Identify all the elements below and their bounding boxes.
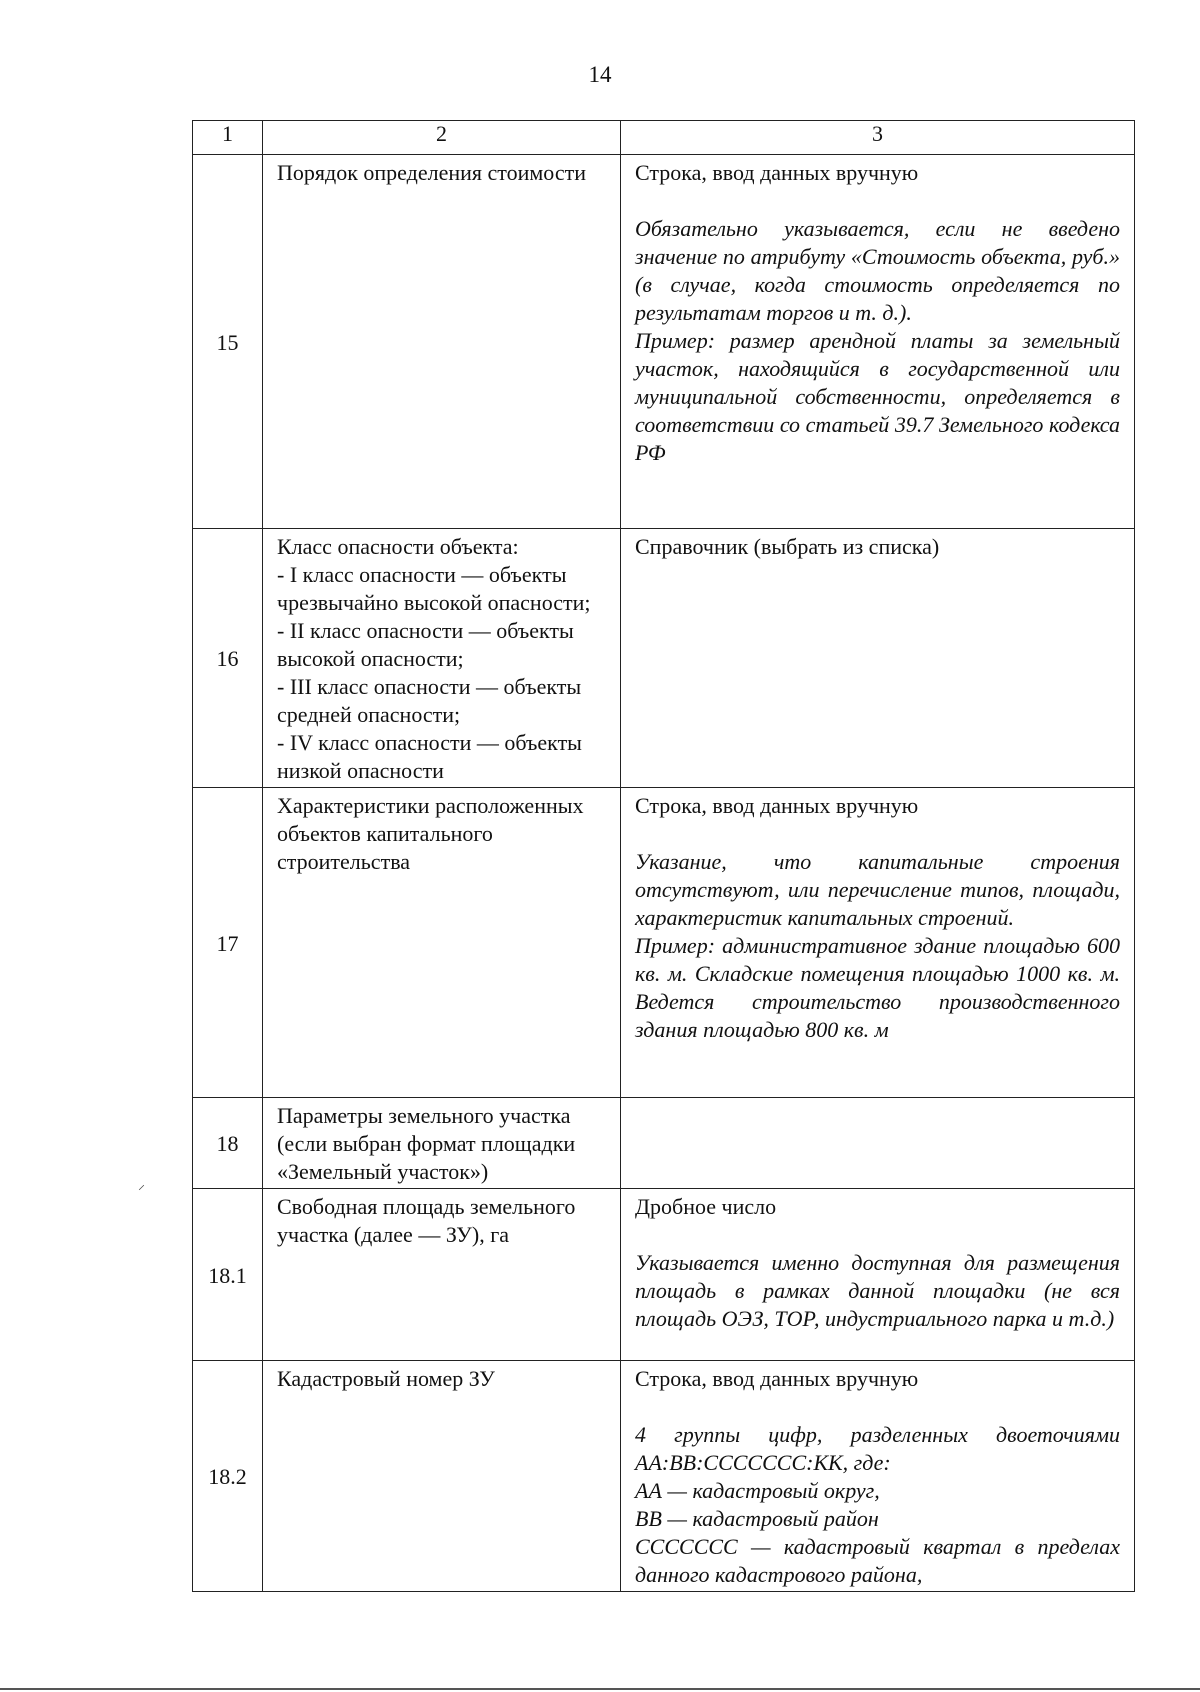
scan-mark: ⸝ <box>138 1178 145 1193</box>
attribute-name: Параметры земельного участка (если выбран формат площадки «Земельный участок») <box>277 1103 576 1184</box>
format-type: Строка, ввод данных вручную <box>635 793 919 818</box>
table-row <box>193 155 1135 529</box>
format-type: Строка, ввод данных вручную <box>635 160 919 185</box>
table-row <box>193 529 1135 788</box>
row-number: 18 <box>193 1098 263 1189</box>
attribute-cell <box>263 529 621 788</box>
attribute-name: Класс опасности объекта: - I класс опасности — объекты чрезвычайно высокой опасности; - II класс опасности — объекты высокой опасности; - III класс опасности — объекты средней опасности; - IV класс опасности — объекты низкой опасности <box>277 534 591 783</box>
row-number: 16 <box>193 529 263 788</box>
table-header-row <box>193 121 1135 155</box>
format-cell <box>621 155 1135 529</box>
attribute-cell <box>263 155 621 529</box>
row-number: 17 <box>193 788 263 1098</box>
row-number: 18.2 <box>193 1361 263 1592</box>
format-cell <box>621 788 1135 1098</box>
table-row <box>193 788 1135 1098</box>
format-note: Указывается именно доступная для размещения площадь в рамках данной площадки (не вся площадь ОЭЗ, ТОР, индустриального парка и т.д.) <box>635 1250 1120 1331</box>
format-note: 4 группы цифр, разделенных двоеточиями АА:ВВ:ССССССС:КК, где: АА — кадастровый округ, ВВ — кадастровый район ССССССС — кадастровый квартал в пределах данного кадастрового района, <box>635 1422 1120 1587</box>
attribute-name: Порядок определения стоимости <box>277 160 586 185</box>
format-type: Дробное число <box>635 1194 777 1219</box>
page-edge-rule <box>0 1688 1200 1690</box>
attribute-cell <box>263 788 621 1098</box>
format-note: Указание, что капитальные строения отсутствуют, или перечисление типов, площади, характеристик капитальных строений. Пример: административное здание площадью 600 кв. м. Складские помещения площадью 1000 кв. м. Ведется строительство производственного здания площадью 800 кв. м <box>635 849 1120 1042</box>
format-cell <box>621 1189 1135 1361</box>
attribute-cell <box>263 1361 621 1592</box>
attribute-name: Характеристики расположенных объектов капитального строительства <box>277 793 584 874</box>
header-col-2: 2 <box>263 121 621 155</box>
format-type: Строка, ввод данных вручную <box>635 1366 919 1391</box>
attribute-cell <box>263 1189 621 1361</box>
row-number: 18.1 <box>193 1189 263 1361</box>
header-col-1: 1 <box>193 121 263 155</box>
page-number: 14 <box>588 62 612 87</box>
row-number: 15 <box>193 155 263 529</box>
format-cell <box>621 1098 1135 1189</box>
format-note: Обязательно указывается, если не введено значение по атрибуту «Стоимость объекта, руб.» (в случае, когда стоимость определяется по результатам торгов и т. д.). Пример: размер арендной платы за земельный участок, находящийся в государственной или муниципальной собственности, определяется в соответствии со статьей 39.7 Земельного кодекса РФ <box>635 216 1120 465</box>
table-row <box>193 1361 1135 1592</box>
attribute-name: Свободная площадь земельного участка (далее — ЗУ), га <box>277 1194 576 1247</box>
format-type: Справочник (выбрать из списка) <box>635 534 940 559</box>
format-cell <box>621 1361 1135 1592</box>
attribute-name: Кадастровый номер ЗУ <box>277 1366 495 1391</box>
format-cell <box>621 529 1135 788</box>
table-row <box>193 1189 1135 1361</box>
attribute-cell <box>263 1098 621 1189</box>
table-row <box>193 1098 1135 1189</box>
attributes-table <box>192 120 1135 1592</box>
header-col-3: 3 <box>621 121 1135 155</box>
